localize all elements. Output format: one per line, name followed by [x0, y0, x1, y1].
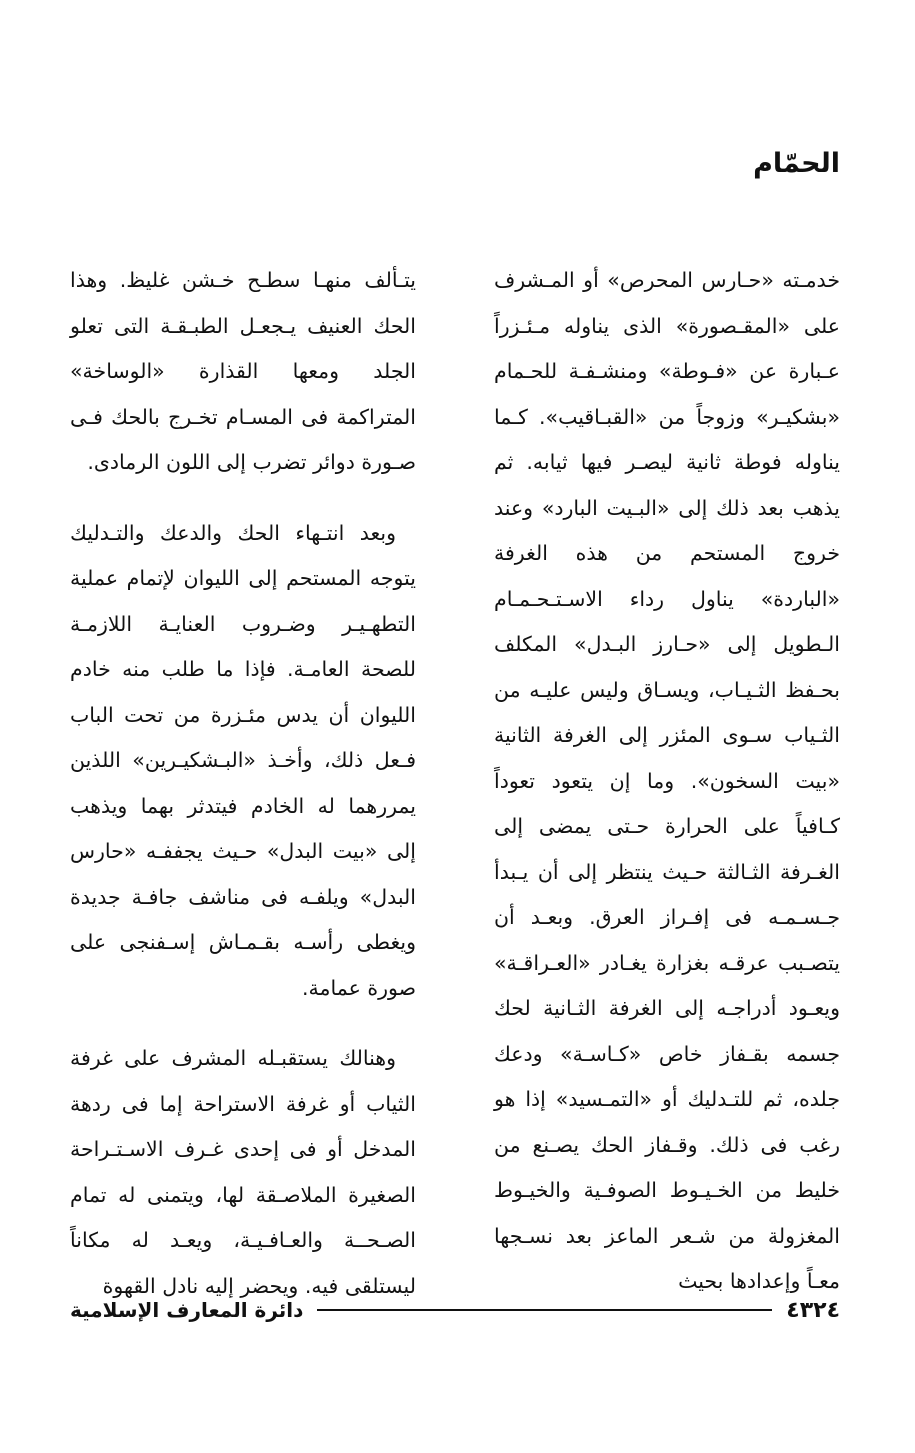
paragraph: وهنالك يستقبـله المشرف على غرفة الثياب أو غرفة الاستراحة إما فى ردهة المدخل أو فى إحدى غـرف الاسـتـراحة الصغيرة الملاصـقة لها، ويتمنى له تمام الصـحــة والعـافـيـة، ويعـد له مكاناً ليستلقى فيه. ويحضر إليه نادل القهوة	[70, 1046, 416, 1298]
publication-title: دائرة المعارف الإسلامية	[70, 1298, 304, 1322]
paragraph: وبعد انتـهاء الحك والدعك والتـدليك يتوجه المستحم إلى الليوان لإتمام عملية التطهـيـر وضـروب العنايـة اللازمـة للصحة العامـة. فإذا ما طلب منه خادم الليوان أن يدس مئـزرة من تحت الباب فـعل ذلك، وأخـذ «البـشكيـرين» اللذين يمررهما له الخادم فيتدثر بهما ويذهب إلى «بيت البدل» حـيث يجففـه «حارس البدل» ويلفـه فى مناشف جافـة جديدة ويغطى رأسـه بقـمـاش إسـفنجى على صورة عمامة.	[70, 520, 416, 1000]
page-footer	[70, 1290, 840, 1330]
footer-divider	[317, 1309, 772, 1311]
paragraph: يتـألف منهـا سطـح خـشن غليظ. وهذا الحك العنيف يـجعـل الطبـقـة التى تعلو الجلد ومعها القذارة «الوساخة» المتراكمة فى المسـام تخـرج بالحك فـى صـورة دوائر تضرب إلى اللون الرمادى.	[70, 268, 416, 474]
paragraph: خدمـته «حـارس المحرص» أو المـشرف على «المقـصورة» الذى يناوله مـئـزراً عـبارة عن «فـوطة» ومنشـفـة للحـمام «بشكيـر» وزوجاً من «القبـاقيب». كـما يناوله فوطة ثانية ليصـر فيها ثيابه. ثم يذهب بعد ذلك إلى «البـيت البارد» وعند خروج المستحم من هذه الغرفة «الباردة» يناول رداء الاسـتـحـمـام الـطويل إلى «حـارز البـدل» المكلف بحـفظ الثـيـاب، ويسـاق وليس عليـه من الثـياب سـوى المئزر إلى الغرفة الثانية «بيت السخون». وما إن يتعود تعوداً كـافياً على الحرارة حـتى يمضى إلى الغـرفة الثـالثة حـيث ينتظر إلى أن يـبدأ جـسـمـه فى إفـراز العرق. وبعـد أن يتصـبب عرقـه بغزارة يغـادر «العـراقـة» ويعـود أدراجـه إلى الغرفة الثـانية لحك جسمه بقـفاز خاص «كـاسـة» ودعك جلده، ثم للتـدليك أو «التمـسيد» إذا هو رغب فى ذلك. وقـفاز الحك يصـنع من خليط من الخـيـوط الصوفـية والخيـوط المغزولة من شـعر الماعز بعد نسـجها معـاً وإعدادها بحيث	[494, 268, 840, 1293]
text-column-left	[70, 258, 416, 1309]
page-number: ٤٣٢٤	[786, 1297, 840, 1323]
text-column-right	[494, 258, 840, 1305]
running-head-title: الحمّام	[753, 148, 840, 179]
